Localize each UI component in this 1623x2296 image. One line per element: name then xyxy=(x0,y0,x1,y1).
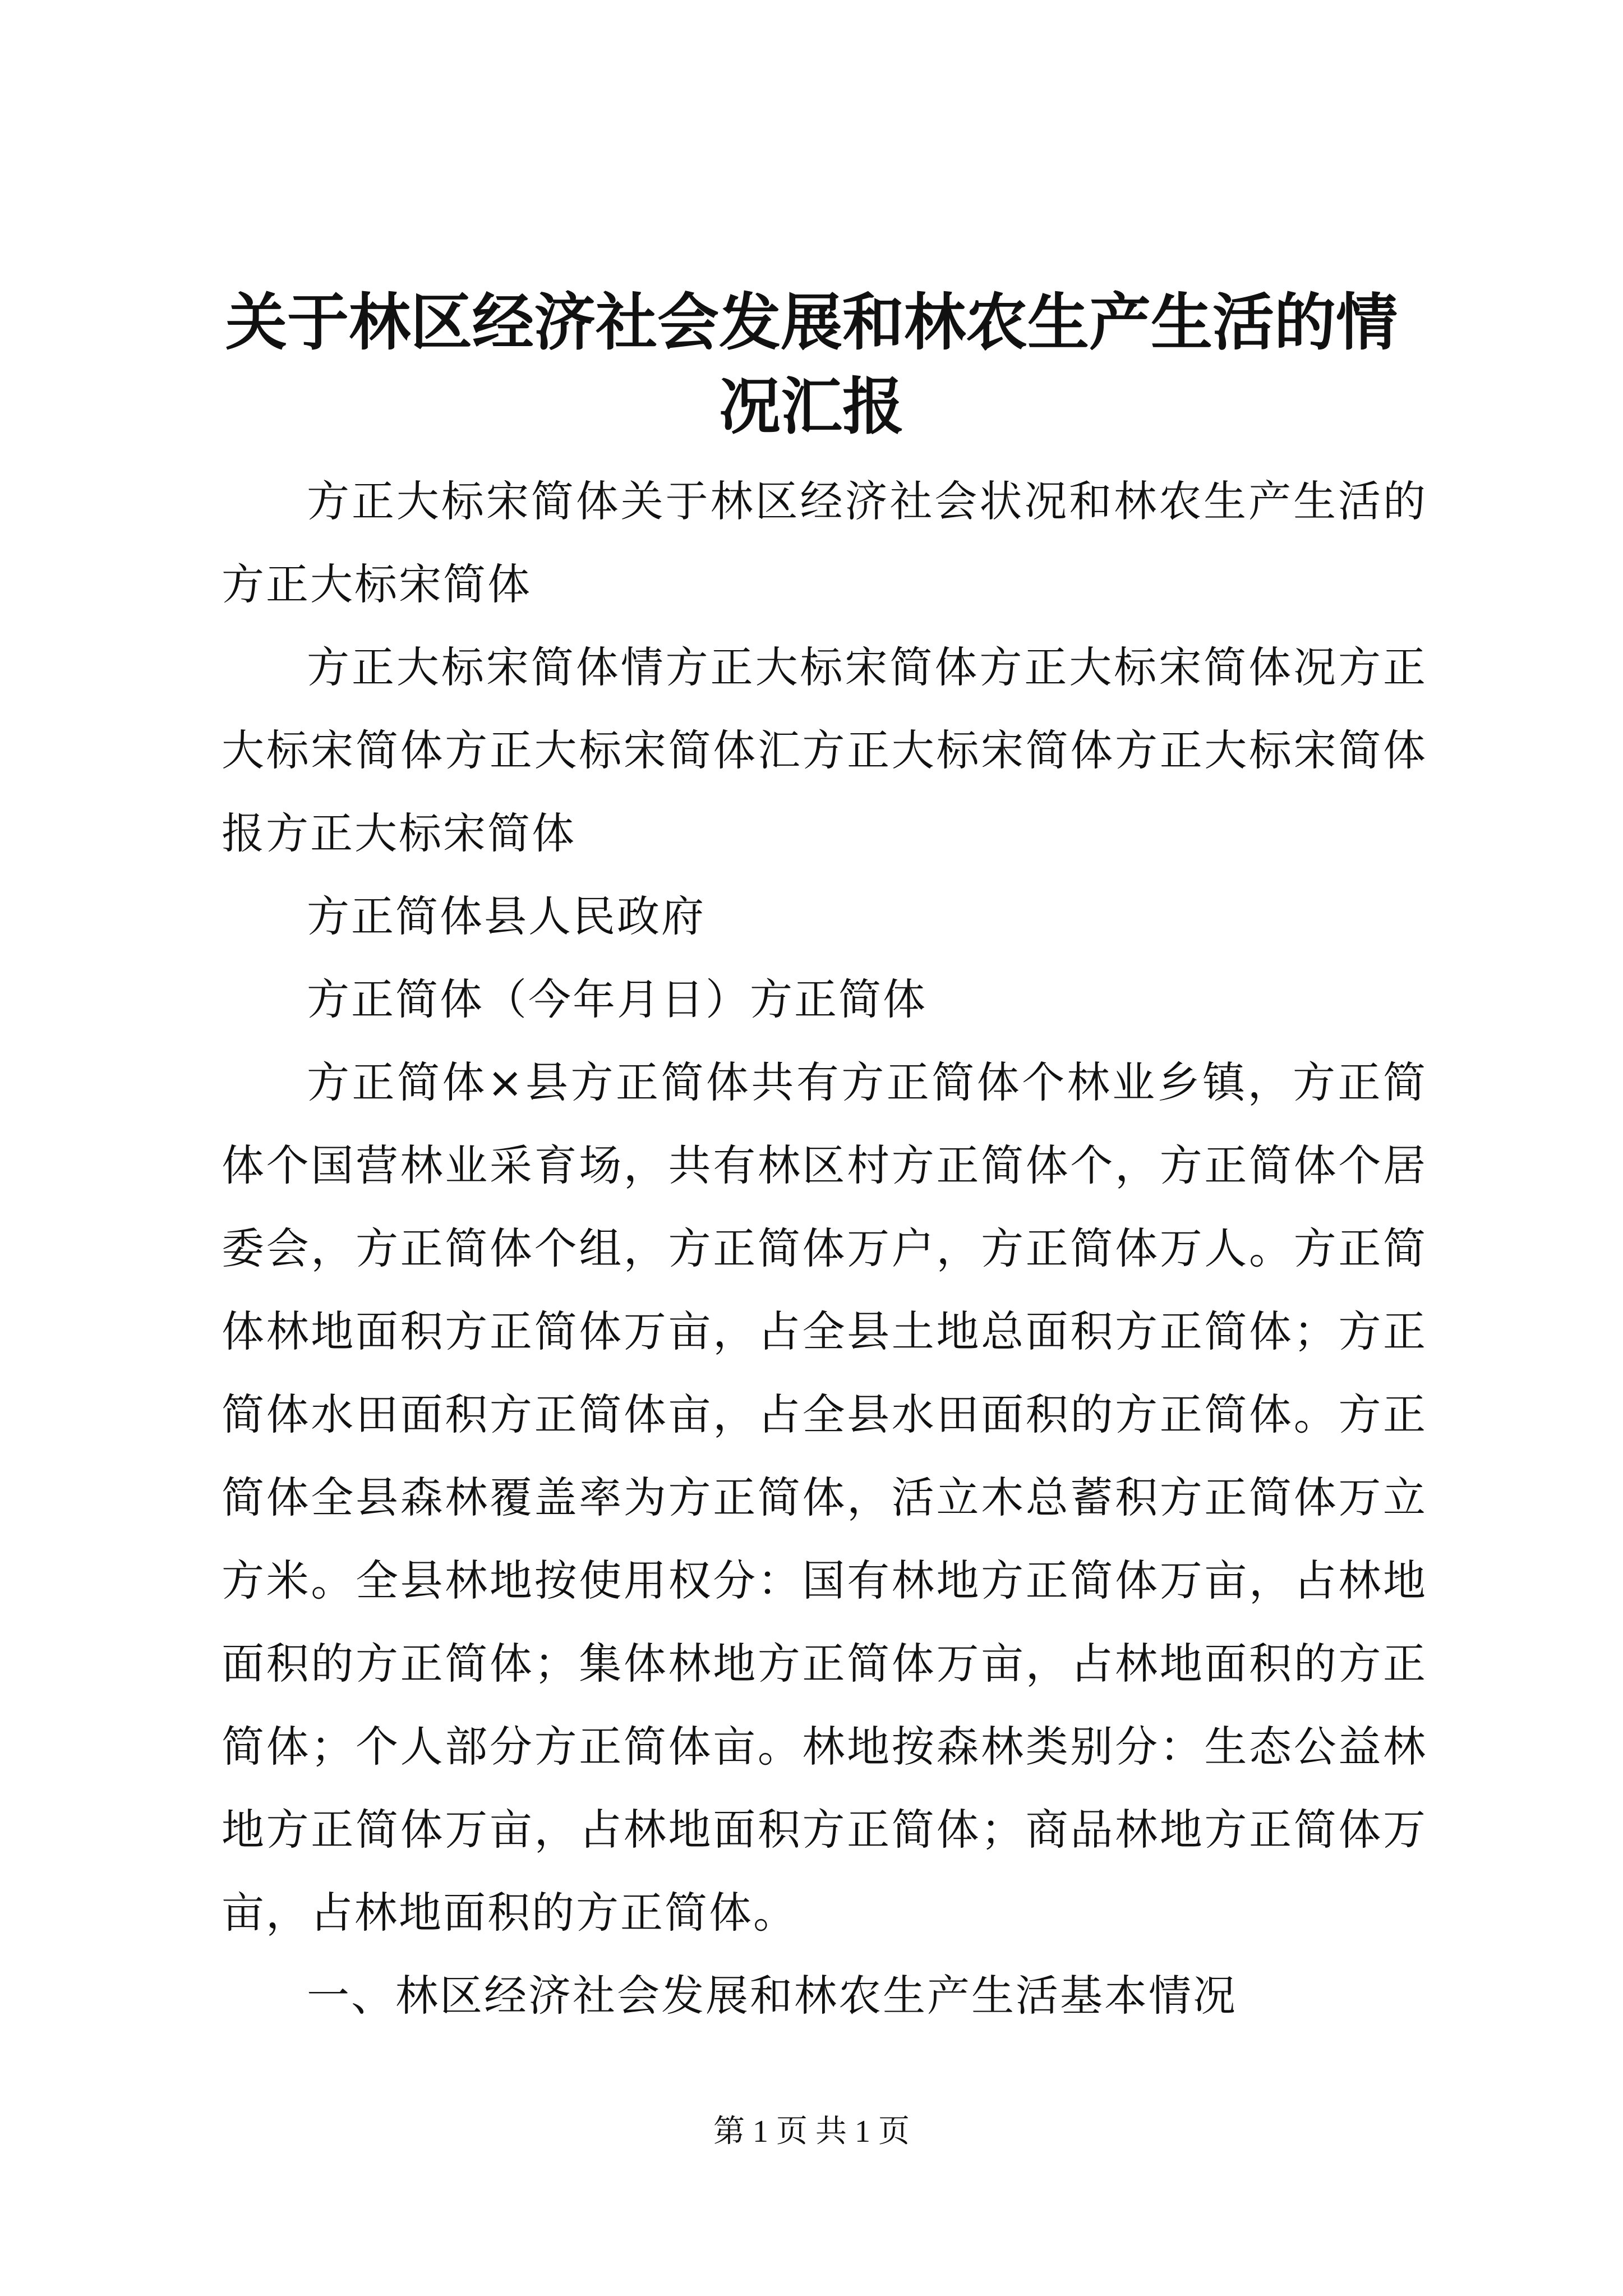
paragraph-heading-line-1: 方正大标宋简体关于林区经济社会状况和林农生产生活的方正大标宋简体 xyxy=(222,476,1427,609)
paragraph-issuer: 方正简体县人民政府 xyxy=(307,891,706,941)
paragraph-heading-line-2: 方正大标宋简体情方正大标宋简体方正大标宋简体况方正大标宋简体方正大标宋简体汇方正大标宋简体方正大标宋简体报方正大标宋简体 xyxy=(222,642,1427,858)
paragraph-date: 方正简体（今年月日）方正简体 xyxy=(307,974,927,1024)
page-footer: 第 1 页 共 1 页 xyxy=(713,2114,910,2149)
document-body xyxy=(222,460,1427,2037)
paragraph-overview: 方正简体×县方正简体共有方正简体个林业乡镇，方正简体个国营林业采育场，共有林区村方正简体个，方正简体个居委会，方正简体个组，方正简体万户，方正简体万人。方正简体林地面积方正简体万亩，占全县土地总面积方正简体；方正简体水田面积方正简体亩，占全县水田面积的方正简体。方正简体全县森林覆盖率为方正简体，活立木总蓄积方正简体万立方米。全县林地按使用权分：国有林地方正简体万亩，占林地面积的方正简体；集体林地方正简体万亩，占林地面积的方正简体；个人部分方正简体亩。林地按森林类别分：生态公益林地方正简体万亩，占林地面积方正简体；商品林地方正简体万亩，占林地面积的方正简体。 xyxy=(222,1057,1427,1938)
section-heading-1: 一、林区经济社会发展和林农生产生活基本情况 xyxy=(307,1971,1237,2021)
document-title: 关于林区经济社会发展和林农生产生活的情况汇报 xyxy=(225,286,1398,443)
